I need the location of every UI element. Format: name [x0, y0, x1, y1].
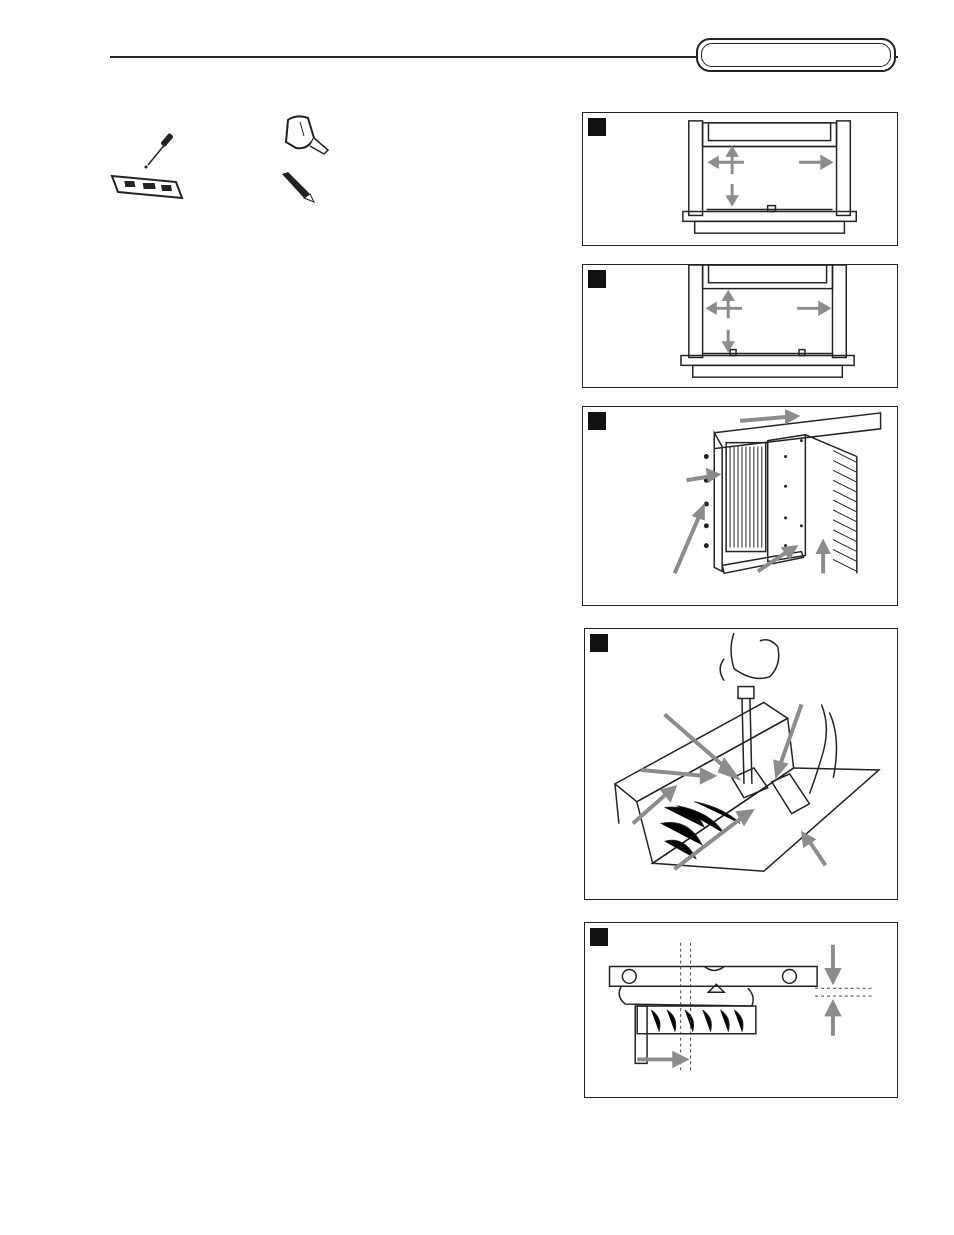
step-badge	[588, 412, 606, 430]
level-on-sill-illustration	[585, 923, 897, 1097]
sill-bracket-illustration	[585, 629, 897, 899]
figure-1	[582, 112, 898, 246]
window-sash-illustration	[583, 113, 897, 245]
header-tab	[696, 38, 896, 72]
step-badge	[588, 270, 606, 288]
figure-2	[582, 264, 898, 388]
unit-side-panel-illustration	[583, 407, 897, 605]
pencil-icon	[278, 170, 322, 204]
tape-measure-icon	[278, 112, 338, 164]
figure-5	[584, 922, 898, 1098]
step-badge	[588, 118, 606, 136]
window-sash-lower-illustration	[583, 265, 897, 387]
step-badge	[590, 634, 608, 652]
figure-4	[584, 628, 898, 900]
step-badge	[590, 928, 608, 946]
level-icon	[108, 168, 186, 202]
figure-3	[582, 406, 898, 606]
